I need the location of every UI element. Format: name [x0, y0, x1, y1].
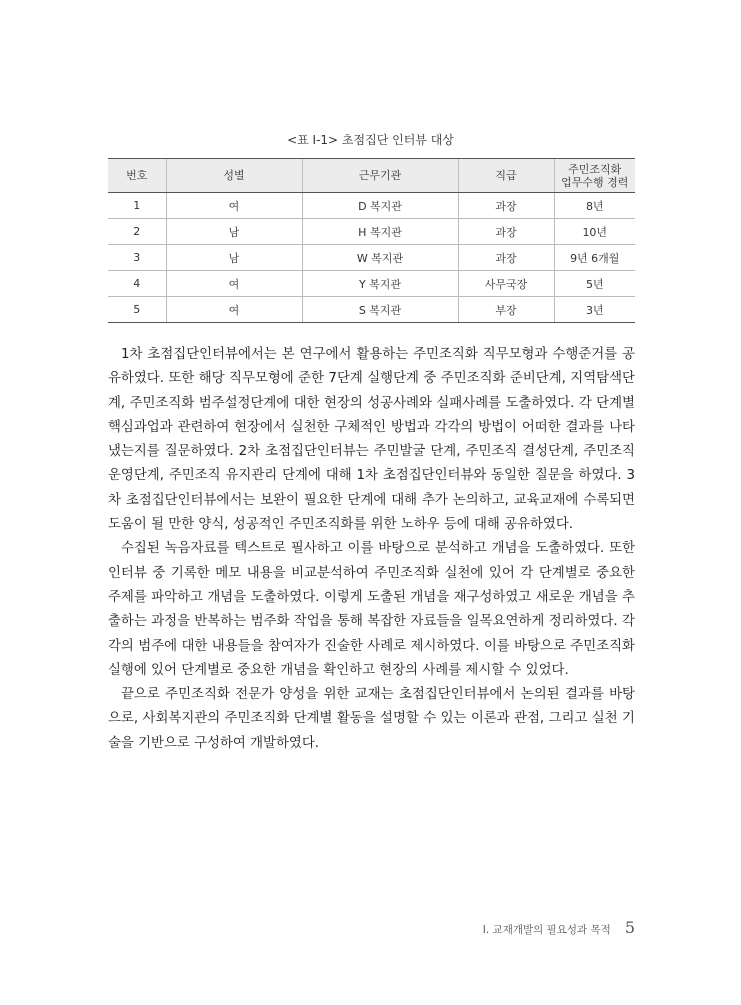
cell-gender: 남: [166, 245, 302, 271]
cell-career: 3년: [554, 297, 635, 323]
cell-number: 2: [108, 219, 166, 245]
table-row: [108, 245, 635, 271]
chapter-title: Ⅰ. 교재개발의 필요성과 목적: [482, 924, 611, 936]
cell-rank: 사무국장: [458, 271, 554, 297]
table-row: [108, 297, 635, 323]
cell-number: 3: [108, 245, 166, 271]
paragraph: 1차 초점집단인터뷰에서는 본 연구에서 활용하는 주민조직화 직무모형과 수행준거를 공유하였다. 또한 해당 직무모형에 준한 7단계 실행단계 중 주민조직화 준비단계, 지역탐색단계, 주민조직화 범주설정단계에 대한 현장의 성공사례와 실패사례를 도출하였다. 각 단계별 핵심과업과 관련하여 현장에서 실천한 구체적인 방법과 각각의 방법이 어떠한 결과를 나타냈는지를 질문하였다. 2차 초점집단인터뷰는 주민발굴 단계, 주민조직 결성단계, 주민조직 운영단계, 주민조직 유지관리 단계에 대해 1차 초점집단인터뷰와 동일한 질문을 하였다. 3차 초점집단인터뷰에서는 보완이 필요한 단계에 대해 추가 논의하고, 교육교재에 수록되면 도움이 될 만한 양식, 성공적인 주민조직화를 위한 노하우 등에 대해 공유하였다.: [108, 347, 635, 533]
paragraph: 수집된 녹음자료를 텍스트로 필사하고 이를 바탕으로 분석하고 개념을 도출하였다. 또한 인터뷰 중 기록한 메모 내용을 비교분석하여 주민조직화 실천에 있어 각 단계별로 중요한 주제를 파악하고 개념을 도출하였다. 이렇게 도출된 개념을 재구성하였고 새로운 개념을 추출하는 과정을 반복하는 범주화 작업을 통해 복잡한 자료들을 일목요연하게 정리하였다. 각각의 범주에 대한 내용들을 참여자가 진술한 사례로 제시하였다. 이를 바탕으로 주민조직화 실행에 있어 단계별로 중요한 개념을 확인하고 현장의 사례를 제시할 수 있었다.: [108, 541, 635, 678]
cell-workplace: H 복지관: [302, 219, 458, 245]
cell-number: 4: [108, 271, 166, 297]
header-gender: 성별: [166, 159, 302, 193]
cell-number: 5: [108, 297, 166, 323]
table-row: [108, 193, 635, 219]
cell-gender: 여: [166, 193, 302, 219]
cell-gender: 여: [166, 297, 302, 323]
header-rank: 직급: [458, 159, 554, 193]
cell-workplace: Y 복지관: [302, 271, 458, 297]
cell-career: 9년 6개월: [554, 245, 635, 271]
page-number: 5: [624, 918, 635, 937]
cell-workplace: S 복지관: [302, 297, 458, 323]
cell-career: 10년: [554, 219, 635, 245]
cell-career: 8년: [554, 193, 635, 219]
cell-rank: 과장: [458, 219, 554, 245]
cell-gender: 여: [166, 271, 302, 297]
interview-participants-table: [108, 158, 635, 323]
table-row: [108, 219, 635, 245]
cell-number: 1: [108, 193, 166, 219]
header-number: 번호: [108, 159, 166, 193]
body-text: [108, 343, 635, 756]
table-row: [108, 271, 635, 297]
cell-workplace: D 복지관: [302, 193, 458, 219]
cell-rank: 과장: [458, 193, 554, 219]
header-career: 주민조직화 업무수행 경력: [554, 159, 635, 193]
header-workplace: 근무기관: [302, 159, 458, 193]
cell-career: 5년: [554, 271, 635, 297]
page-footer: [483, 918, 635, 937]
table-caption: <표 Ⅰ-1> 초점집단 인터뷰 대상: [287, 133, 454, 147]
cell-gender: 남: [166, 219, 302, 245]
cell-rank: 과장: [458, 245, 554, 271]
cell-workplace: W 복지관: [302, 245, 458, 271]
cell-rank: 부장: [458, 297, 554, 323]
table-header-row: [108, 159, 635, 193]
paragraph: 끝으로 주민조직화 전문가 양성을 위한 교재는 초점집단인터뷰에서 논의된 결과를 바탕으로, 사회복지관의 주민조직화 단계별 활동을 설명할 수 있는 이론과 관점, 그리고 실천 기술을 기반으로 구성하여 개발하였다.: [108, 687, 635, 751]
